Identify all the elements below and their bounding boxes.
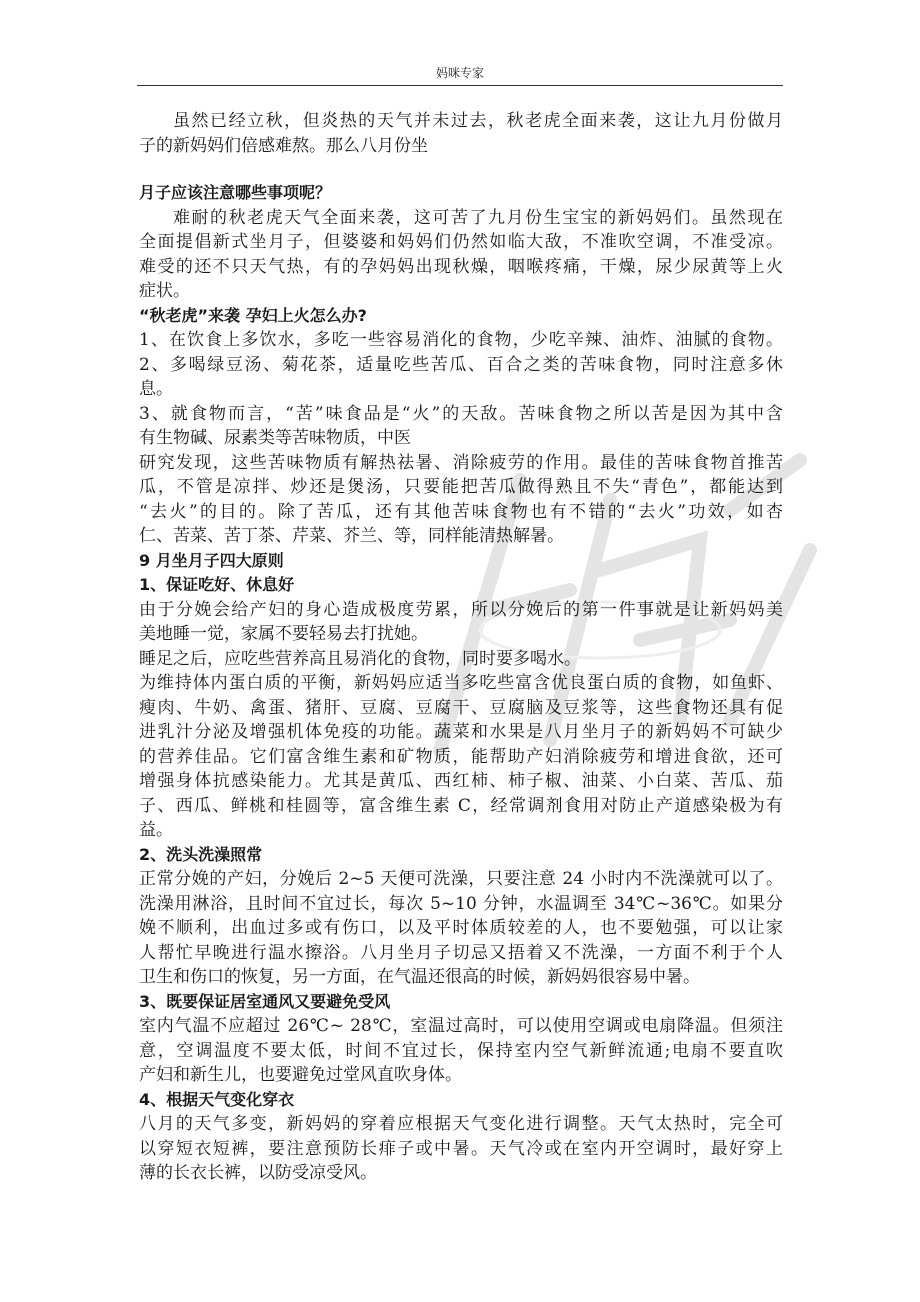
subsection-heading: 2、洗头洗澡照常	[139, 844, 263, 864]
subsection-heading: 3、既要保证居室通风又要避免受风	[139, 991, 391, 1011]
paragraph-line: 卫生和伤口的恢复，另一方面，在气温还很高的时候，新妈妈很容易中暑。	[139, 967, 700, 987]
paragraph-line: 进乳汁分泌及增强机体免疫的功能。蔬菜和水果是八月坐月子的新妈妈不可缺少	[139, 722, 783, 742]
paragraph-line: 有生物碱、尿素类等苦味物质，中医	[139, 428, 411, 448]
intro-line-2: 子的新妈妈们倍感难熬。那么八月份坐	[139, 135, 428, 156]
section-heading: “秋老虎”来袭 孕妇上火怎么办?	[139, 305, 367, 325]
paragraph-line: 1、在饮食上多饮水，多吃一些容易消化的食物，少吃辛辣、油炸、油腻的食物。	[139, 330, 783, 350]
paragraph-line: 增强身体抗感染能力。尤其是黄瓜、西红柿、柿子椒、油菜、小白菜、苦瓜、茄	[139, 771, 783, 791]
paragraph-line: 2、多喝绿豆汤、菊花茶，适量吃些苦瓜、百合之类的苦味食物，同时注意多休	[139, 354, 783, 375]
paragraph-gap	[139, 158, 783, 181]
document-body	[139, 109, 783, 1186]
paragraph-line: 的营养佳品。它们富含维生素和矿物质，能帮助产妇消除疲劳和增进食欲，还可	[139, 746, 783, 767]
paragraph-line: 正常分娩的产妇，分娩后 2~5 天便可洗澡，只要注意 24 小时内不洗澡就可以了。	[139, 869, 783, 889]
paragraph-line: 产妇和新生儿，也要避免过堂风直吹身体。	[139, 1065, 462, 1085]
paragraph-line: 息。	[139, 379, 173, 399]
intro-line-1: 虽然已经立秋，但炎热的天气并未过去，秋老虎全面来袭，这让九月份做月	[173, 111, 783, 131]
paragraph-line: 研究发现，这些苦味物质有解热祛暑、消除疲劳的作用。最佳的苦味食物首推苦	[139, 452, 783, 473]
paragraph-line: 子、西瓜、鲜桃和桂圆等，富含维生素 C，经常调剂食用对防止产道感染极为有	[139, 795, 783, 816]
subsection-heading: 1、保证吃好、休息好	[139, 575, 295, 594]
paragraph-line: “去火”的目的。除了苦瓜，还有其他苦味食物也有不错的“去火”功效，如杏	[139, 501, 783, 522]
paragraph-line: 人帮忙早晚进行温水擦浴。八月坐月子切忌又捂着又不洗澡，一方面不利于个人	[139, 942, 783, 963]
paragraph-line: 症状。	[139, 281, 190, 301]
header-title: 妈咪专家	[435, 66, 484, 80]
paragraph-line: 难耐的秋老虎天气全面来袭，这可苦了九月份生宝宝的新妈妈们。虽然现在	[173, 207, 783, 228]
paragraph-line: 室内气温不应超过 26℃~ 28℃，室温过高时，可以使用空调或电扇降温。但须注	[139, 1016, 783, 1036]
paragraph-line: 由于分娩会给产妇的身心造成极度劳累，所以分娩后的第一件事就是让新妈妈美	[139, 599, 783, 620]
subsection-heading: 4、根据天气变化穿衣	[139, 1089, 295, 1109]
paragraph-line: 仁、苦菜、苦丁茶、芹菜、芥兰、等，同样能清热解暑。	[139, 526, 564, 546]
paragraph-line: 难受的还不只天气热，有的孕妈妈出现秋燥，咽喉疼痛，干燥，尿少尿黄等上火	[139, 256, 783, 277]
paragraph-line: 睡足之后，应吃些营养高且易消化的食物，同时要多喝水。	[139, 648, 581, 669]
paragraph-line: 为维持体内蛋白质的平衡，新妈妈应适当多吃些富含优良蛋白质的食物，如鱼虾、	[139, 673, 783, 693]
paragraph-line: 娩不顺利，出血过多或有伤口，以及平时体质较差的人，也不要勉强，可以让家	[139, 918, 783, 938]
paragraph-line: 瘦肉、牛奶、禽蛋、猪肝、豆腐、豆腐干、豆腐脑及豆浆等，这些食物还具有促	[139, 697, 783, 718]
paragraph-line: 3、就食物而言，“苦”味食品是“火”的天敌。苦味食物之所以苦是因为其中含	[139, 403, 783, 424]
paragraph-line: 洗澡用淋浴，且时间不宜过长，每次 5~10 分钟，水温调至 34℃~36℃。如果分	[139, 893, 783, 914]
paragraph-line: 美地睡一觉，家属不要轻易去打扰她。	[139, 624, 428, 644]
paragraph-line: 瓜，不管是凉拌、炒还是煲汤，只要能把苦瓜做得熟且不失“青色”，都能达到	[139, 477, 783, 497]
paragraph-line: 八月的天气多变，新妈妈的穿着应根据天气变化进行调整。天气太热时，完全可	[139, 1114, 783, 1134]
paragraph-line: 意，空调温度不要太低，时间不宜过长，保持室内空气新鲜流通;电扇不要直吹	[139, 1040, 783, 1061]
paragraph-line: 以穿短衣短裤，要注意预防长痱子或中暑。天气冷或在室内开空调时，最好穿上	[139, 1138, 783, 1159]
paragraph-line: 全面提倡新式坐月子，但婆婆和妈妈们仍然如临大敌，不准吹空调，不准受凉。	[139, 232, 783, 252]
paragraph-line: 益。	[139, 820, 173, 840]
section-heading: 9 月坐月子四大原则	[139, 550, 284, 570]
section-heading: 月子应该注意哪些事项呢？	[139, 183, 332, 202]
paragraph-line: 薄的长衣长裤，以防受凉受风。	[139, 1163, 377, 1183]
page-header	[137, 63, 783, 86]
